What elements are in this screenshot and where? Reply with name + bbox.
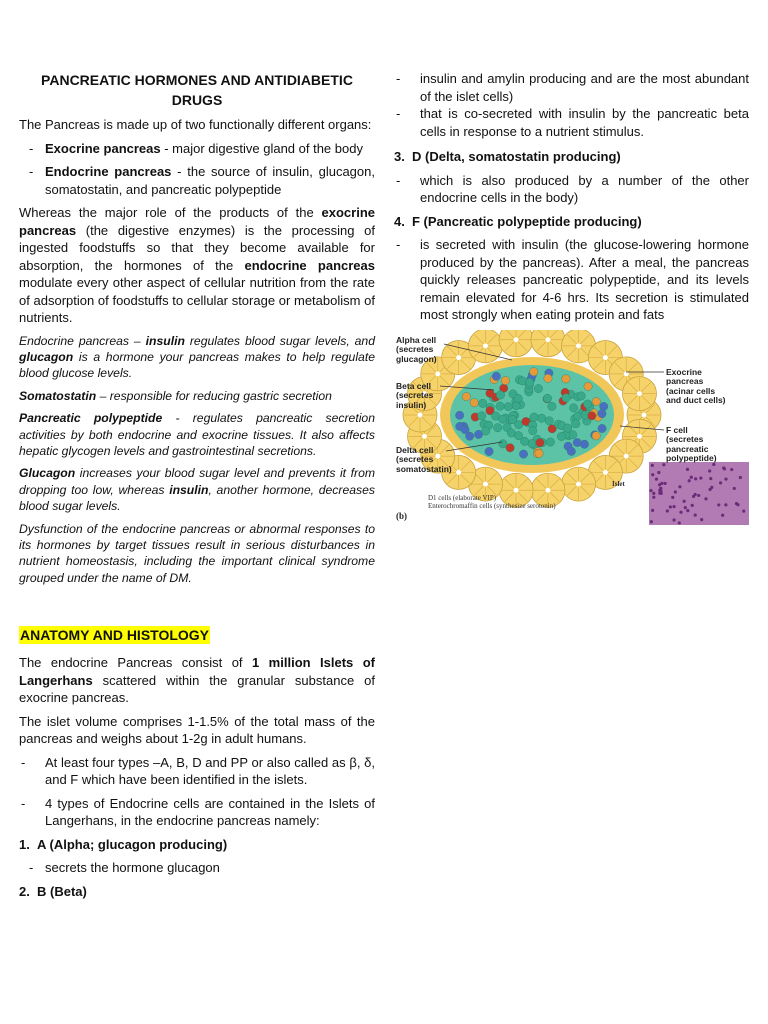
cell-type-points [19, 859, 375, 877]
histology-inset [649, 462, 749, 525]
histology-nucleus [717, 503, 720, 506]
heading-number: 3. [394, 149, 405, 164]
islet-cell [455, 411, 463, 419]
islet-cell [519, 449, 527, 457]
histology-nucleus [657, 470, 660, 473]
histology-nucleus [679, 510, 682, 513]
histology-nucleus [709, 477, 712, 480]
alpha-cell-label: Alpha cell (secretes glucagon) [396, 334, 437, 364]
histology-nucleus [708, 469, 711, 472]
histology-nucleus [739, 475, 742, 478]
islet-cell [569, 403, 577, 411]
islet-cell [572, 419, 580, 427]
histology-nucleus [650, 520, 653, 523]
text-run: regulates blood sugar levels, and [184, 333, 375, 348]
islets-paragraph [19, 654, 375, 707]
bold-term: Somatostatin [19, 388, 97, 403]
islet-cell [545, 416, 553, 424]
bold-term: Pancreatic polypeptide [19, 411, 163, 426]
islet-cell [536, 438, 544, 446]
histology-nucleus [692, 494, 695, 497]
islet-cell [557, 432, 565, 440]
histology-nucleus [649, 488, 652, 491]
histology-nucleus [719, 481, 722, 484]
beta-cell-label: Beta cell (secretes insulin) [396, 380, 434, 410]
list-item-text: - major digestive gland of the body [160, 140, 363, 156]
d1-cells-label: D1 cells (elaborate VIP) [428, 493, 497, 502]
acinar-rosette [468, 330, 502, 363]
islet-cell [506, 443, 514, 451]
islet-figure [394, 330, 749, 525]
islet-cell [486, 389, 494, 397]
islet-cell [573, 438, 581, 446]
text-run: is a hormone your pancreas makes to help regulate blood glucose levels. [19, 349, 375, 381]
list-item: - is secreted with insulin (the glucose-lowering hormone produced by the pancreas). After a meal, the pancreas quickly releases pancreatic polypeptide, and its levels remain elevated for 4-6 hrs. Its secretion is stimulated most strongly when eating protein and fats [394, 236, 749, 324]
heading-text: B (Beta) [37, 883, 87, 899]
islet-cell [537, 414, 545, 422]
histology-nucleus [652, 495, 655, 498]
text-run: - regulates pancreatic secretion activities by both endocrine and exocrine tissues. It also affects hepatic glycogen levels and gastrointestinal secretions. [19, 411, 375, 458]
islet-cell [482, 426, 490, 434]
islet-cell [492, 372, 500, 380]
somatostatin-note [19, 388, 375, 404]
histology-nucleus [655, 477, 658, 480]
histology-nucleus [672, 518, 675, 521]
whereas-paragraph [19, 204, 375, 327]
histology-nucleus [721, 513, 724, 516]
bold-term: insulin [169, 482, 209, 497]
islet-cell [563, 423, 571, 431]
acinar-rosette [562, 467, 596, 501]
text-run: The endocrine Pancreas consist of [19, 655, 252, 671]
list-item [19, 163, 375, 198]
list-item [19, 140, 375, 158]
islet-cell [535, 449, 543, 457]
organ-list [19, 140, 375, 199]
islet-cell [530, 412, 538, 420]
islet-cell [496, 401, 504, 409]
islet-cell [514, 394, 522, 402]
heading-text: F (Pancreatic polypeptide producing) [412, 213, 642, 229]
histology-nucleus [651, 463, 654, 466]
list-item: - secrets the hormone glucagon [19, 859, 375, 877]
cell-type-heading [394, 148, 749, 166]
enterochromaffin-label: Enterochromaffin cells (synthesize serotonin) [428, 501, 556, 510]
page-title: PANCREATIC HORMONES AND ANTIDIABETIC DRUGS [41, 72, 353, 108]
acinar-rosette [531, 330, 565, 357]
islet-cell [588, 411, 596, 419]
islet-facts-list [19, 754, 375, 830]
heading-text: D (Delta, somatostatin producing) [412, 149, 621, 164]
heading-text: A (Alpha; glucagon producing) [37, 836, 228, 852]
heading-number: 4. [394, 213, 405, 229]
intro-paragraph: The Pancreas is made up of two functionally different organs: [19, 117, 372, 132]
section-heading: ANATOMY AND HISTOLOGY [20, 627, 210, 644]
islet-cell [544, 374, 552, 382]
list-item: - that is co-secreted with insulin by the pancreatic beta cells in response to a nutrient stimulus. [394, 105, 749, 140]
islet-cell [543, 394, 551, 402]
bold-term: insulin [145, 333, 185, 348]
polypeptide-note [19, 410, 375, 459]
cell-type-heading [19, 883, 375, 901]
histology-nucleus [690, 475, 693, 478]
islet-cell [584, 382, 592, 390]
histology-nucleus [651, 508, 654, 511]
right-column [394, 70, 749, 525]
histology-nucleus [678, 521, 681, 524]
histology-nucleus [699, 476, 702, 479]
islet-cell [562, 393, 570, 401]
list-item: - At least four types –A, B, D and PP or also called as β, δ, and F which have been identified in the islets. [19, 754, 375, 789]
histology-nucleus [694, 477, 697, 480]
text-run: – responsible for reducing gastric secretion [96, 388, 332, 403]
histology-nucleus [733, 486, 736, 489]
bold-term: endocrine pancreas [244, 257, 375, 273]
histology-nucleus [724, 477, 727, 480]
heading-number: 1. [19, 836, 30, 852]
bold-term: 1 million Islets of Langerhans [19, 655, 375, 688]
histology-nucleus [678, 485, 681, 488]
histology-nucleus [662, 463, 665, 466]
endocrine-note [19, 333, 375, 382]
list-item-text: - the source of insulin, glucagon, somatostatin, and pancreatic polypeptide [45, 164, 375, 197]
islet-cell [583, 399, 591, 407]
islet-cell [501, 376, 509, 384]
islet-cell [598, 409, 606, 417]
islet-cell [504, 402, 512, 410]
list-item-term: Endocrine pancreas [45, 164, 172, 179]
islet-cell [529, 426, 537, 434]
histology-nucleus [683, 499, 686, 502]
dysfunction-note: Dysfunction of the endocrine pancreas or abnormal responses to its hormones by target tissues result in serious disturbances in nutrient homeostasis, including the important clinical syndrome grouped under the name of DM. [19, 521, 375, 585]
histology-nucleus [672, 505, 675, 508]
islet-cell [598, 424, 606, 432]
islet-cell [508, 415, 516, 423]
text-run: scattered within the granular substance of exocrine pancreas. [19, 672, 375, 706]
histology-nucleus [674, 490, 677, 493]
islet-cell [546, 437, 554, 445]
histology-nucleus [686, 509, 689, 512]
glucagon-note [19, 465, 375, 514]
delta-cell-label: Delta cell (secretes somatostatin) [396, 444, 452, 474]
text-run: modulate every other aspect of cellular nutrition from the rate of adsorption of foodstuffs to cellular storage or metabolism of nutrients. [19, 275, 375, 325]
islet-cell [496, 390, 504, 398]
islet-cell [530, 367, 538, 375]
histology-nucleus [723, 467, 726, 470]
text-run: (the digestive enzymes) is the processing of ingested foodstuffs so that they become available for absorption, the hormones of the [19, 222, 375, 273]
cell-type-points [394, 70, 749, 140]
histology-nucleus [652, 491, 655, 494]
islet-cell [465, 431, 473, 439]
islet-cell [470, 398, 478, 406]
histology-nucleus [658, 491, 661, 494]
histology-nucleus [671, 495, 674, 498]
histology-nucleus [660, 481, 663, 484]
list-item: - insulin and amylin producing and are the most abundant of the islet cells) [394, 70, 749, 105]
histology-nucleus [658, 488, 661, 491]
cell-type-heading [19, 836, 375, 854]
panel-label: (b) [396, 510, 407, 521]
exocrine-label: Exocrine pancreas (acinar cells and duct cells) [666, 366, 726, 405]
islet-cell [479, 399, 487, 407]
islet-cell [580, 440, 588, 448]
text-run: Whereas the major role of the products of the [19, 205, 322, 220]
heading-number: 2. [19, 883, 30, 899]
volume-paragraph: The islet volume comprises 1-1.5% of the total mass of the pancreas and weighs about 1-2g in adult humans. [19, 713, 375, 747]
histology-nucleus [700, 518, 703, 521]
islet-cell [525, 378, 533, 386]
bold-term: glucagon [19, 349, 74, 364]
f-cell-label: F cell (secretes pancreatic polypeptide) [666, 424, 717, 463]
islet-cell [514, 431, 522, 439]
list-item: - 4 types of Endocrine cells are contained in the Islets of Langerhans, in the endocrine pancreas namely: [19, 795, 375, 830]
text-run: Endocrine pancreas – [19, 333, 146, 348]
list-item-term: Exocrine pancreas [45, 140, 161, 156]
islet-label: Islet [612, 479, 625, 488]
list-item: - which is also produced by a number of the other endocrine cells in the body) [394, 172, 749, 207]
islet-cell [548, 402, 556, 410]
islet-cell [499, 414, 507, 422]
islet-cell [573, 411, 581, 419]
islet-cell [534, 384, 542, 392]
cell-type-heading [394, 213, 749, 231]
histology-nucleus [686, 467, 689, 470]
histology-nucleus [666, 509, 669, 512]
histology-nucleus [684, 506, 687, 509]
histology-nucleus [694, 513, 697, 516]
bold-term: exocrine pancreas [19, 205, 375, 238]
text-run: , another hormone, decreases blood sugar levels. [19, 482, 375, 514]
islet-cell [577, 391, 585, 399]
islet-cell [600, 402, 608, 410]
histology-nucleus [669, 505, 672, 508]
acinar-rosette [622, 376, 656, 410]
histology-nucleus [730, 467, 733, 470]
histology-nucleus [704, 497, 707, 500]
histology-nucleus [736, 503, 739, 506]
islet-cell [592, 431, 600, 439]
islet-cell [485, 447, 493, 455]
cell-type-points [394, 172, 749, 207]
histology-nucleus [710, 485, 713, 488]
islet-cell [567, 447, 575, 455]
histology-nucleus [664, 481, 667, 484]
islet-cell [518, 376, 526, 384]
histology-nucleus [651, 473, 654, 476]
islet-cell [493, 423, 501, 431]
bold-term: Glucagon [19, 466, 76, 481]
histology-nucleus [688, 479, 691, 482]
left-column [19, 70, 375, 906]
histology-nucleus [742, 509, 745, 512]
islet-cell [562, 374, 570, 382]
acinar-rosette [499, 330, 533, 357]
histology-nucleus [691, 503, 694, 506]
histology-nucleus [724, 503, 727, 506]
islet-cell [462, 392, 470, 400]
text-run: increases your blood sugar level and prevents it from dropping too low, whereas [19, 466, 375, 497]
islet-cell [477, 411, 485, 419]
cell-type-points [394, 236, 749, 324]
histology-nucleus [697, 493, 700, 496]
islet-cell [512, 401, 520, 409]
